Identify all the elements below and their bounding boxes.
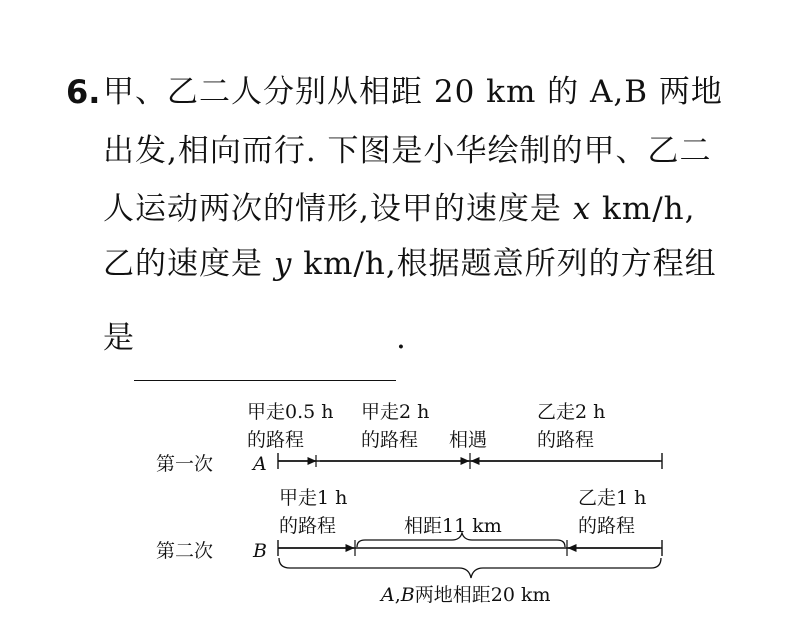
second-seg3-label-line2: 的路程 [578, 515, 636, 537]
point-a-label: A [253, 453, 267, 475]
total-brace [279, 558, 661, 578]
first-meet-label: 相遇 [449, 429, 488, 451]
second-row-label: 第二次 [156, 540, 214, 562]
problem-line-3-unit: km/h, [591, 191, 696, 227]
first-seg2-label-line2: 的路程 [361, 429, 419, 451]
gap-brace [357, 533, 565, 547]
problem-line-5: 是 [103, 320, 135, 356]
second-seg1-label-line2: 的路程 [279, 515, 337, 537]
first-seg3-label-line2: 的路程 [537, 429, 595, 451]
second-trip-line [278, 540, 662, 556]
first-seg1-label-line2: 的路程 [247, 429, 305, 451]
variable-y: y [273, 246, 293, 282]
total-comma: , [394, 584, 401, 606]
total-distance-label [379, 584, 551, 606]
second-seg1-label-line1: 甲走1 h [279, 487, 348, 509]
total-text: 两地相距20 km [414, 584, 551, 606]
point-b-label: B [253, 540, 267, 562]
variable-x: x [572, 191, 592, 227]
question-number: 6. [66, 73, 101, 111]
first-seg3-label-line1: 乙走2 h [537, 401, 606, 423]
second-seg3-label-line1: 乙走1 h [578, 487, 647, 509]
period: . [396, 320, 406, 356]
problem-line-4-rest: km/h,根据题意所列的方程组 [292, 246, 717, 282]
first-seg2-label-line1: 甲走2 h [361, 401, 430, 423]
problem-line-2: 出发,相向而行. 下图是小华绘制的甲、乙二 [103, 133, 712, 169]
second-gap-label: 相距11 km [404, 515, 502, 537]
first-trip-line [278, 453, 662, 469]
problem-line-4-text: 乙的速度是 [103, 246, 274, 282]
first-row-label: 第一次 [156, 453, 214, 475]
problem-line-1: 甲、乙二人分别从相距 20 km 的 A,B 两地 [103, 74, 723, 110]
problem-line-3-text: 人运动两次的情形,设甲的速度是 [103, 191, 573, 227]
first-seg1-label-line1: 甲走0.5 h [247, 401, 334, 423]
total-b: B [400, 584, 415, 606]
total-a: A [381, 584, 395, 606]
